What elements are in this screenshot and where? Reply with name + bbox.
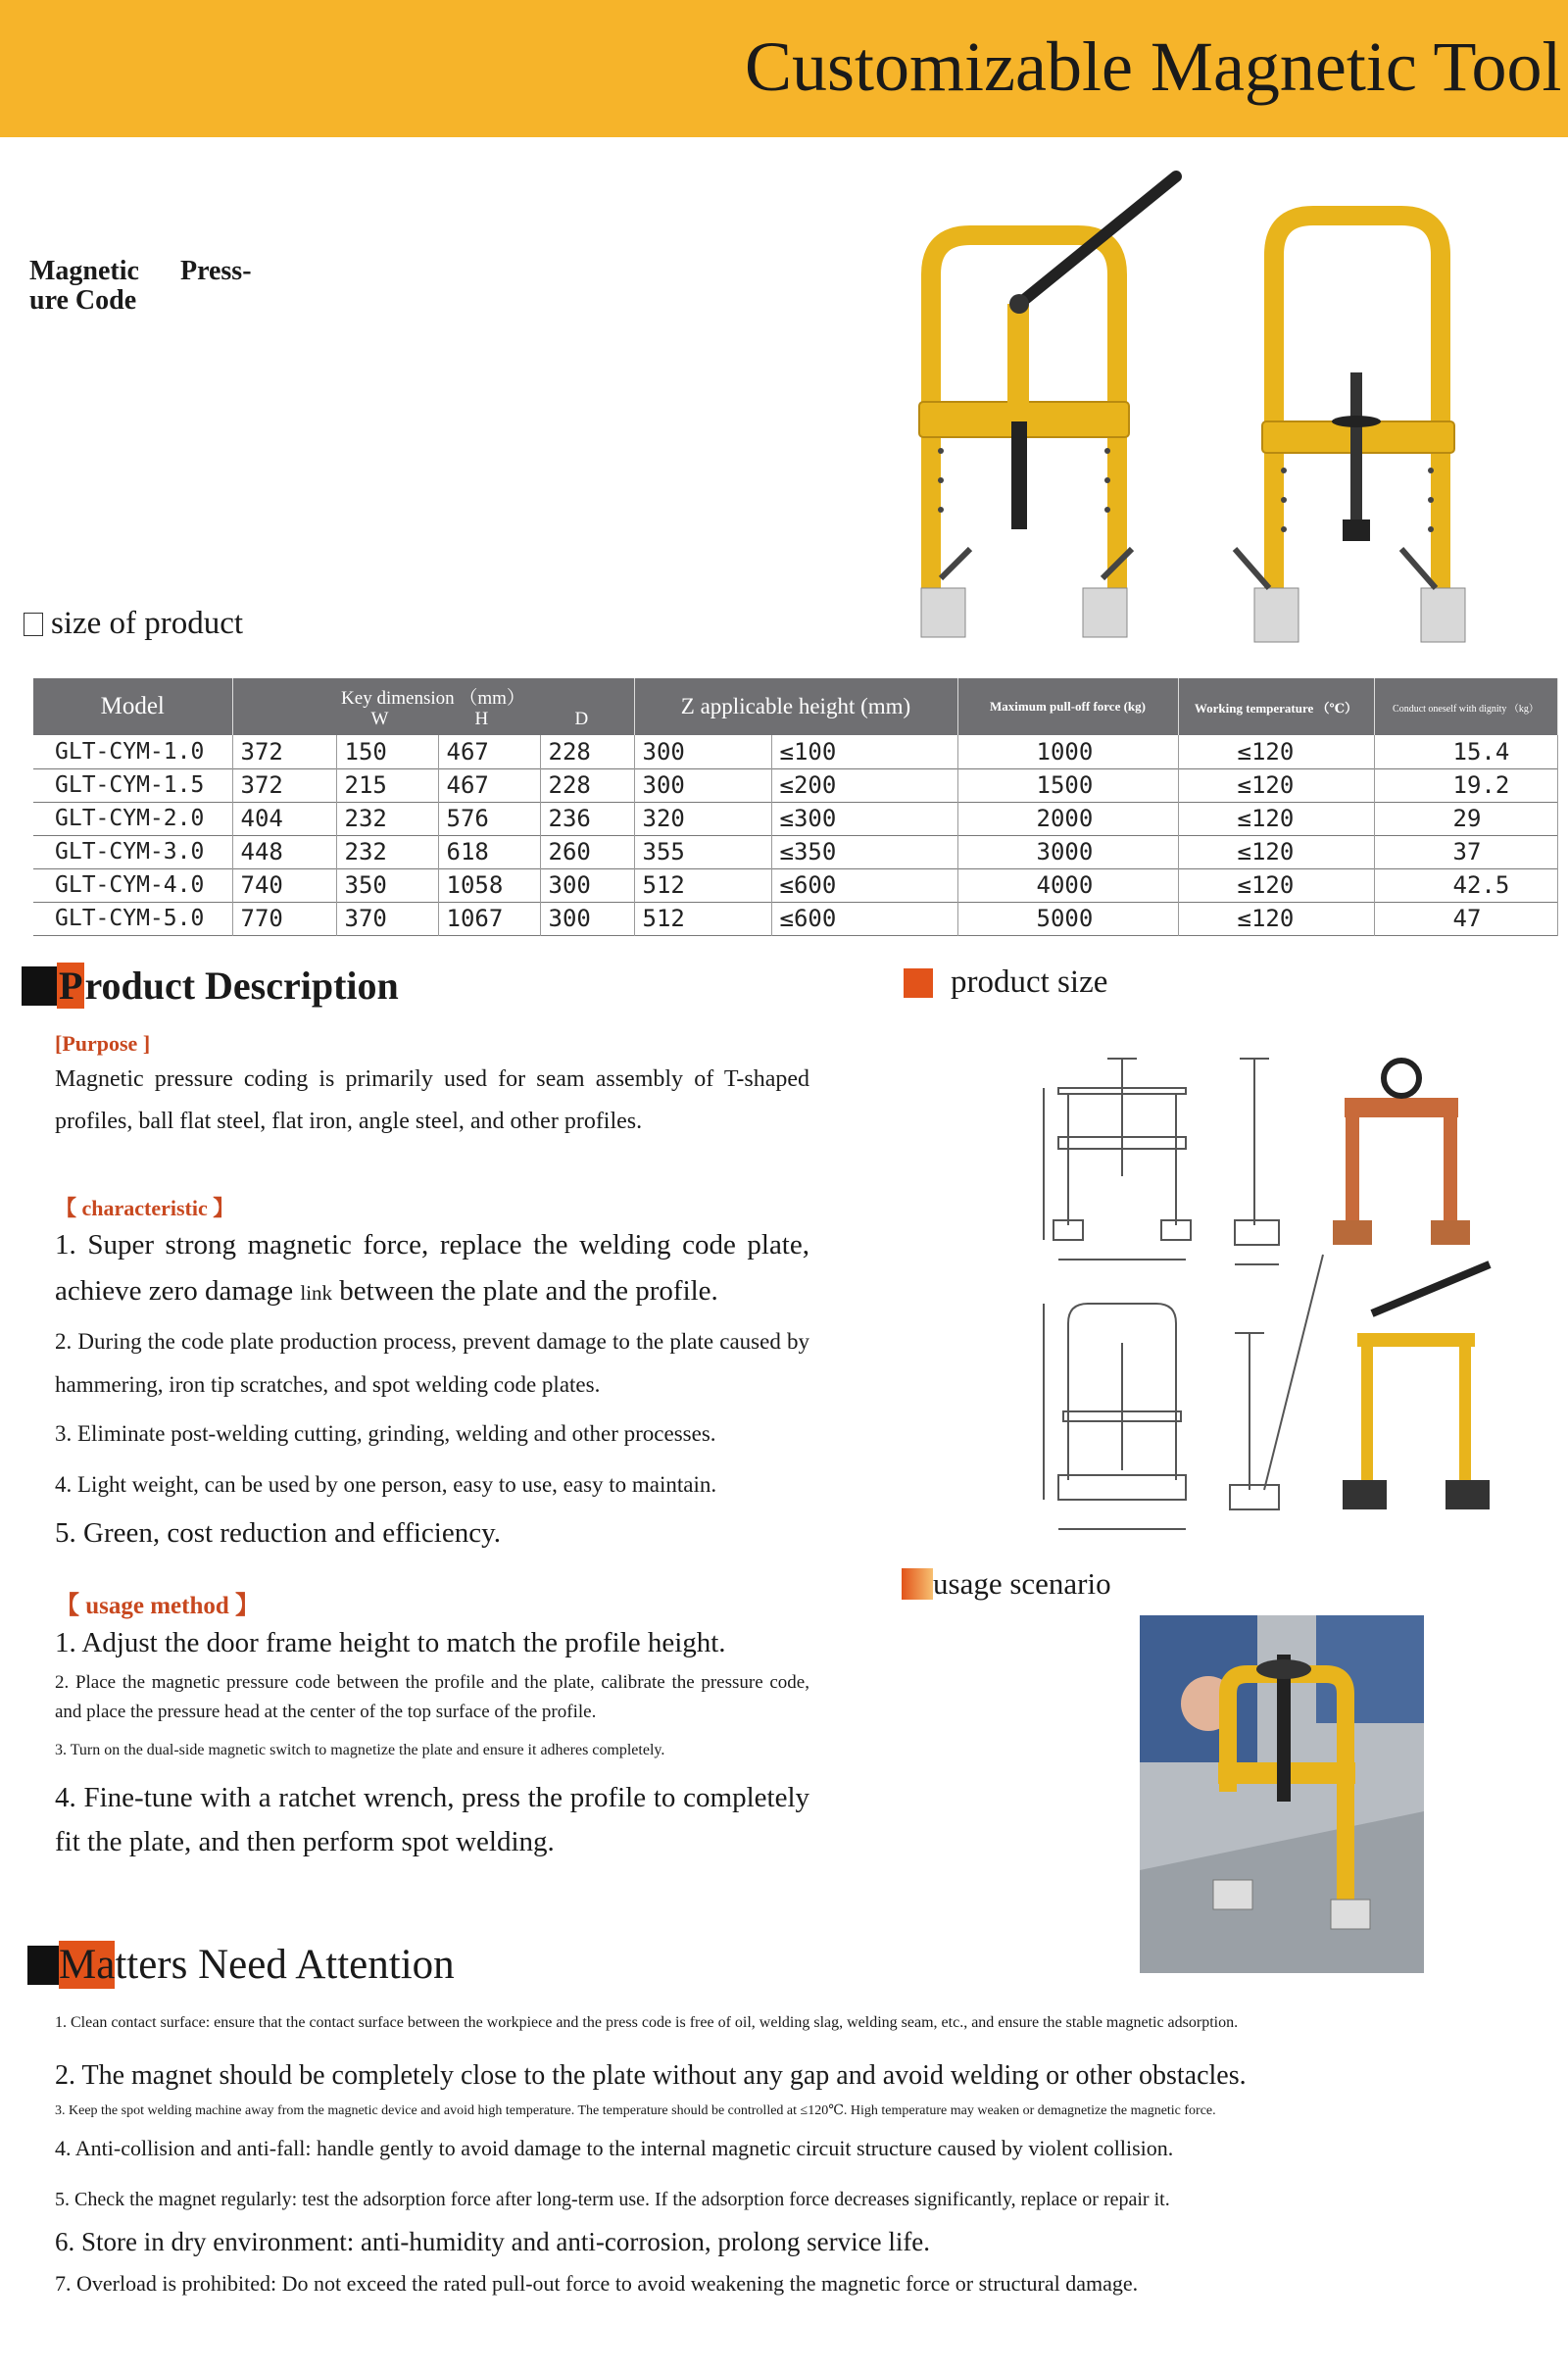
cell: 467 <box>438 768 540 802</box>
cell: 512 <box>634 902 771 935</box>
col-d: D <box>574 709 589 729</box>
table-row <box>33 902 1557 935</box>
cell: ≤600 <box>771 868 957 902</box>
cell: 372 <box>232 735 336 768</box>
characteristic-tag: 【 characteristic 】 <box>55 1196 235 1220</box>
cell: ≤350 <box>771 835 957 868</box>
attention-item-3: 3. Keep the spot welding machine away from the magnetic device and avoid high temperature. The temperature should be controlled at ≤120℃. High temperature may weaken or demagnetize the magnetic force. <box>55 2103 1216 2118</box>
characteristic-block <box>55 1192 809 1557</box>
orange-square-icon <box>904 968 933 998</box>
cell: 1067 <box>438 902 540 935</box>
cell: 350 <box>336 868 438 902</box>
cell: 618 <box>438 835 540 868</box>
cell: ≤600 <box>771 902 957 935</box>
product-description-heading <box>22 963 399 1009</box>
cell: 232 <box>336 835 438 868</box>
cell: ≤100 <box>771 735 957 768</box>
usage-scenario-heading <box>902 1566 1111 1602</box>
cell: GLT-CYM-1.0 <box>33 735 232 768</box>
cell: 576 <box>438 802 540 835</box>
char-item-5: 5. Green, cost reduction and efficiency. <box>55 1517 501 1549</box>
cell: ≤300 <box>771 802 957 835</box>
cell: 320 <box>634 802 771 835</box>
attention-item-7: 7. Overload is prohibited: Do not exceed the rated pull-out force to avoid weakening the magnetic force or structural damage. <box>55 2271 1139 2296</box>
cell: 300 <box>634 768 771 802</box>
size-of-product-heading <box>24 606 243 642</box>
cell: ≤120 <box>1178 868 1374 902</box>
char-1c: between the plate and the profile. <box>332 1275 718 1307</box>
table-row <box>33 868 1557 902</box>
cell: 47 <box>1374 902 1557 935</box>
gradient-square-icon <box>902 1568 933 1600</box>
cell: ≤120 <box>1178 902 1374 935</box>
product-size-drawings <box>1039 1039 1499 1549</box>
col-z-height: Z applicable height (mm) <box>634 678 957 735</box>
spec-table-grid <box>33 678 1558 936</box>
char-item-4: 4. Light weight, can be used by one person, easy to use, easy to maintain. <box>55 1472 717 1497</box>
usage-method-block <box>55 1586 809 1864</box>
magnetic-pressure-code-label <box>29 257 265 316</box>
cell: ≤120 <box>1178 735 1374 768</box>
cell: 1058 <box>438 868 540 902</box>
cell: 740 <box>232 868 336 902</box>
cell: 512 <box>634 868 771 902</box>
col-model: Model <box>33 678 232 735</box>
code-label-line2: ure Code <box>29 285 137 316</box>
spec-table <box>33 678 1557 936</box>
col-work-temp: Working temperature （℃） <box>1178 678 1374 735</box>
purpose-text: Magnetic pressure coding is primarily used for seam assembly of T-shaped profiles, ball flat steel, flat iron, angle steel, and other profiles. <box>55 1066 809 1134</box>
cell: 19.2 <box>1374 768 1557 802</box>
col-w: W <box>370 709 389 729</box>
magnetic-press-illustration <box>911 157 1558 676</box>
cell: 236 <box>540 802 634 835</box>
usage-scenario-photo <box>1140 1615 1424 1973</box>
heading-first-letters: Ma <box>59 1942 116 1988</box>
cell: 15.4 <box>1374 735 1557 768</box>
press-right-icon <box>1235 216 1465 642</box>
usage-tag: 【 usage method 】 <box>55 1593 261 1619</box>
technical-drawing-illustration <box>1039 1039 1499 1549</box>
cell: 3000 <box>957 835 1178 868</box>
cell: 150 <box>336 735 438 768</box>
matters-need-attention-heading <box>27 1941 455 1989</box>
cell: 370 <box>336 902 438 935</box>
col-h: H <box>474 709 489 729</box>
use-item-2: 2. Place the magnetic pressure code between the profile and the plate, calibrate the pressure code, and place the pressure head at the center of the top surface of the profile. <box>55 1672 809 1722</box>
cell: 42.5 <box>1374 868 1557 902</box>
cell: ≤120 <box>1178 835 1374 868</box>
yellow-press-icon <box>1343 1264 1490 1509</box>
heading-rest: roduct Description <box>84 964 399 1008</box>
table-row <box>33 735 1557 768</box>
table-header-row <box>33 678 1557 735</box>
cell: 300 <box>634 735 771 768</box>
cell: 1000 <box>957 735 1178 768</box>
cell: 4000 <box>957 868 1178 902</box>
cell: 228 <box>540 735 634 768</box>
usage-scene-illustration <box>1140 1615 1424 1973</box>
attention-item-1: 1. Clean contact surface: ensure that the contact surface between the workpiece and the press code is free of oil, welding slag, welding seam, etc., and ensure the stable magnetic adsorption. <box>55 2014 1239 2031</box>
cell: 260 <box>540 835 634 868</box>
product-size-heading <box>904 964 1107 1001</box>
attention-item-6: 6. Store in dry environment: anti-humidity and anti-corrosion, prolong service life. <box>55 2227 931 2256</box>
char-item-2: 2. During the code plate production process, prevent damage to the plate caused by hammering, iron tip scratches, and spot welding code plates. <box>55 1329 809 1397</box>
cell: 300 <box>540 902 634 935</box>
code-label-line1: Magnetic Press- <box>29 256 252 286</box>
cell: 372 <box>232 768 336 802</box>
purpose-tag: [Purpose ] <box>55 1031 151 1056</box>
usage-scenario-text: usage scenario <box>933 1566 1111 1601</box>
page-title: Customizable Magnetic Tool <box>745 18 1568 116</box>
cell: ≤120 <box>1178 768 1374 802</box>
cell: 5000 <box>957 902 1178 935</box>
heading-rest: tters Need Attention <box>115 1942 455 1988</box>
cell: 2000 <box>957 802 1178 835</box>
char-1b: link <box>300 1281 333 1305</box>
attention-item-5: 5. Check the magnet regularly: test the adsorption force after long-term use. If the adsorption force decreases significantly, replace or repair it. <box>55 2189 1170 2210</box>
use-item-4: 4. Fine-tune with a ratchet wrench, press the profile to completely fit the plate, and then perform spot welding. <box>55 1782 809 1857</box>
black-square-icon <box>22 966 57 1006</box>
checkbox-icon <box>24 613 43 636</box>
cell: GLT-CYM-3.0 <box>33 835 232 868</box>
orange-press-icon <box>1333 1061 1470 1245</box>
cell: 404 <box>232 802 336 835</box>
attention-item-4: 4. Anti-collision and anti-fall: handle gently to avoid damage to the internal magnetic circuit structure caused by violent collision. <box>55 2136 1174 2160</box>
char-item-3: 3. Eliminate post-welding cutting, grinding, welding and other processes. <box>55 1421 716 1446</box>
col-key-dimension <box>232 678 634 735</box>
table-row <box>33 802 1557 835</box>
cell: 770 <box>232 902 336 935</box>
key-dimension-label: Key dimension （mm） <box>341 688 525 709</box>
black-square-icon <box>27 1946 59 1985</box>
purpose-block <box>55 1031 809 1143</box>
press-left-icon <box>919 176 1176 637</box>
col-weight: Conduct oneself with dignity （kg） <box>1374 678 1557 735</box>
cell: 215 <box>336 768 438 802</box>
product-size-text: product size <box>951 964 1108 1000</box>
cell: 300 <box>540 868 634 902</box>
cell: 467 <box>438 735 540 768</box>
use-item-3: 3. Turn on the dual-side magnetic switch to magnetize the plate and ensure it adheres completely. <box>55 1742 665 1758</box>
cell: 37 <box>1374 835 1557 868</box>
attention-item-2: 2. The magnet should be completely close to the plate without any gap and avoid welding or other obstacles. <box>55 2060 1247 2091</box>
cell: ≤120 <box>1178 802 1374 835</box>
size-heading-text: size of product <box>51 606 244 641</box>
table-row <box>33 768 1557 802</box>
cell: 29 <box>1374 802 1557 835</box>
cell: GLT-CYM-1.5 <box>33 768 232 802</box>
heading-first-letter: P <box>59 964 83 1008</box>
product-photo <box>911 157 1558 676</box>
table-row <box>33 835 1557 868</box>
cell: 355 <box>634 835 771 868</box>
cell: GLT-CYM-4.0 <box>33 868 232 902</box>
cell: 232 <box>336 802 438 835</box>
attention-list <box>55 2011 1343 2299</box>
use-item-1: 1. Adjust the door frame height to match the profile height. <box>55 1627 726 1658</box>
cell: ≤200 <box>771 768 957 802</box>
cell: 228 <box>540 768 634 802</box>
col-max-force: Maximum pull-off force (kg) <box>957 678 1178 735</box>
cell: GLT-CYM-2.0 <box>33 802 232 835</box>
char-1a: 1. Super strong magnetic force, replace the welding code plate, achieve zero damage <box>55 1229 809 1307</box>
cell: 448 <box>232 835 336 868</box>
cell: GLT-CYM-5.0 <box>33 902 232 935</box>
cell: 1500 <box>957 768 1178 802</box>
char-item-1 <box>55 1222 809 1316</box>
